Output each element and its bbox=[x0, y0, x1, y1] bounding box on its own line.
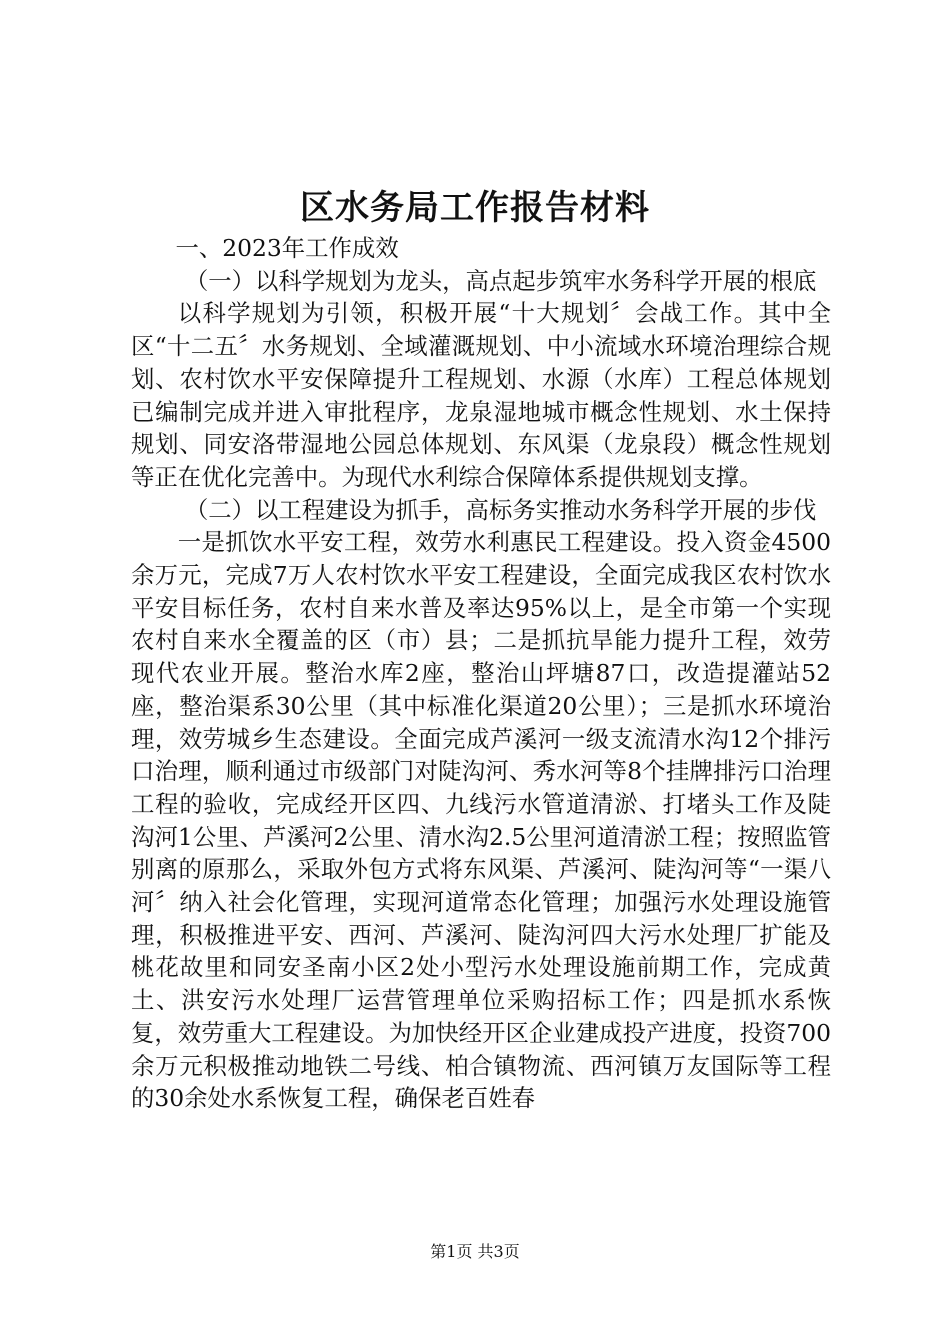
document-body bbox=[131, 232, 831, 1115]
page-number: 第1页 共3页 bbox=[430, 1242, 520, 1261]
subsection-heading: （一）以科学规划为龙头，高点起步筑牢水务科学开展的根底 bbox=[184, 266, 817, 295]
body-paragraph: 一是抓饮水平安工程，效劳水利惠民工程建设。投入资金4500余万元，完成7万人农村饮水平安工程建设，全面完成我区农村饮水平安目标任务，农村自来水普及率达95%以上，是全市第一个实现农村自来水全覆盖的区（市）县；二是抓抗旱能力提升工程，效劳现代农业开展。整治水库2座，整治山坪塘87口，改造提灌站52座，整治渠系30公里（其中标准化渠道20公里）；三是抓水环境治理，效劳城乡生态建设。全面完成芦溪河一级支流清水沟12个排污口治理，顺利通过市级部门对陡沟河、秀水河等8个挂牌排污口治理工程的验收，完成经开区四、九线污水管道清淤、打堵头工作及陡沟河1公里、芦溪河2公里、清水沟2.5公里河道清淤工程；按照监管别离的原那么，采取外包方式将东风渠、芦溪河、陡沟河等“一渠八河〞纳入社会化管理，实现河道常态化管理；加强污水处理设施管理，积极推进平安、西河、芦溪河、陡沟河四大污水处理厂扩能及桃花故里和同安圣南小区2处小型污水处理设施前期工作，完成黄土、洪安污水处理厂运营管理单位采购招标工作；四是抓水系恢复，效劳重大工程建设。为加快经开区企业建成投产进度，投资700余万元积极推动地铁二号线、柏合镇物流、西河镇万友国际等工程的30余处水系恢复工程，确保老百姓春 bbox=[131, 528, 831, 1113]
section-heading: 一、2023年工作成效 bbox=[175, 234, 399, 262]
page-title: 区水务局工作报告材料 bbox=[300, 188, 650, 228]
subsection-heading: （二）以工程建设为抓手，高标务实推动水务科学开展的步伐 bbox=[184, 495, 817, 524]
body-paragraph: 以科学规划为引领，积极开展“十大规划〞会战工作。其中全区“十二五〞水务规划、全域灌溉规划、中小流域水环境治理综合规划、农村饮水平安保障提升工程规划、水源（水库）工程总体规划已编制完成并进入审批程序，龙泉湿地城市概念性规划、水土保持规划、同安洛带湿地公园总体规划、东风渠（龙泉段）概念性规划等正在优化完善中。为现代水利综合保障体系提供规划支撑。 bbox=[131, 299, 831, 491]
